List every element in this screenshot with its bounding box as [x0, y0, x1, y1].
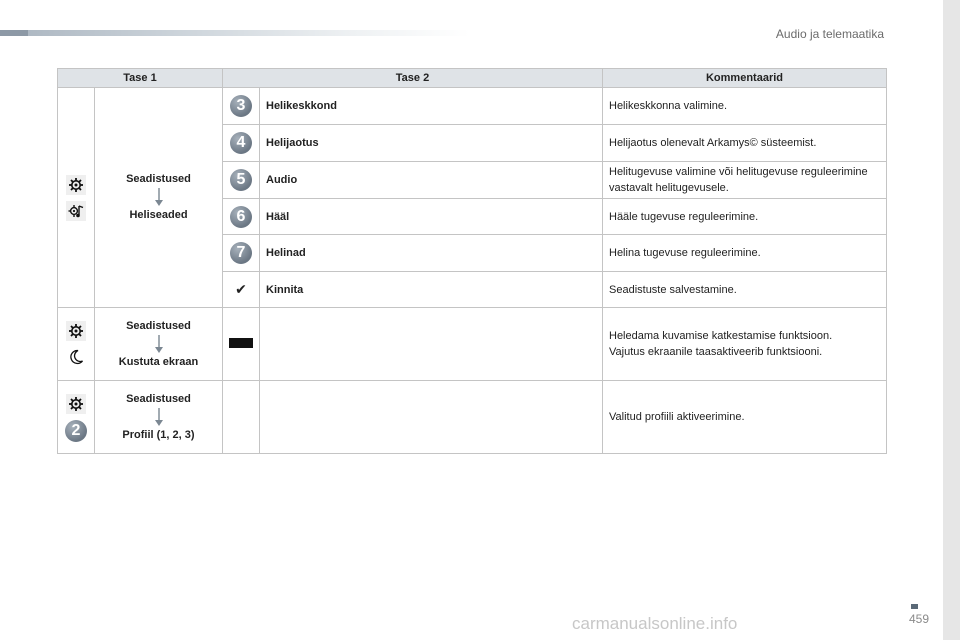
marker-badge-5: 5	[230, 169, 252, 191]
group2-level1	[95, 308, 223, 381]
page-number: 459	[908, 612, 929, 626]
comment-text	[603, 308, 887, 381]
page-marker	[911, 604, 918, 609]
marker-badge-3: 3	[230, 95, 252, 117]
group1-icons	[58, 88, 95, 308]
comment-line: Heledama kuvamise katkestamise funktsioon.	[609, 330, 833, 342]
screen-off-marker-icon	[229, 338, 253, 348]
comment-text: Helitugevuse valimine või helitugevuse reguleerimine vastavalt helitugevusele.	[603, 162, 887, 199]
level1-label-settings: Seadistused	[126, 392, 191, 405]
arrow-down-icon	[154, 335, 164, 354]
settings-gear-icon	[66, 321, 86, 341]
header-level1: Tase 1	[58, 69, 223, 88]
group3-icons	[58, 381, 95, 454]
marker-badge-4: 4	[230, 132, 252, 154]
marker-badge-6: 6	[230, 206, 252, 228]
level2-label: Audio	[260, 162, 603, 199]
comment-text: Seadistuste salvestamine.	[603, 272, 887, 308]
comment-text: Helina tugevuse reguleerimine.	[603, 235, 887, 272]
arrow-down-icon	[154, 408, 164, 427]
header-level2: Tase 2	[223, 69, 603, 88]
level1-label-settings: Seadistused	[126, 319, 191, 332]
section-title: Audio ja telemaatika	[775, 27, 884, 41]
settings-table	[57, 68, 887, 454]
comment-text: Helikeskkonna valimine.	[603, 88, 887, 125]
level1-label-settings: Seadistused	[126, 173, 191, 185]
table-row	[58, 308, 887, 381]
comment-text: Hääle tugevuse reguleerimine.	[603, 199, 887, 235]
watermark-text: carmanualsonline.info	[572, 614, 738, 633]
top-decorative-bar	[0, 30, 470, 36]
level1-label-sound: Heliseaded	[129, 209, 188, 221]
table-row	[58, 381, 887, 454]
level2-label: Hääl	[260, 199, 603, 235]
header-comments: Kommentaarid	[603, 69, 887, 88]
group1-level1	[95, 88, 223, 308]
level2-label: Helikeskkond	[260, 88, 603, 125]
table-row	[58, 88, 887, 125]
arrow-down-icon	[154, 188, 164, 207]
level1-label-screen-off: Kustuta ekraan	[118, 355, 199, 368]
comment-text: Valitud profiili aktiveerimine.	[603, 381, 887, 454]
settings-gear-icon	[66, 394, 86, 414]
moon-icon	[66, 347, 86, 367]
marker-badge-2: 2	[65, 420, 87, 442]
marker-badge-7: 7	[230, 242, 252, 264]
level2-label: Helinad	[260, 235, 603, 272]
checkmark-icon: ✔	[235, 281, 247, 297]
table-header-row	[58, 69, 887, 88]
comment-text: Helijaotus olenevalt Arkamys© süsteemist.	[603, 125, 887, 162]
level2-label: Helijaotus	[260, 125, 603, 162]
side-strip	[943, 0, 960, 640]
level1-label-profile: Profiil (1, 2, 3)	[122, 428, 195, 441]
group2-icons	[58, 308, 95, 381]
settings-gear-icon	[66, 175, 86, 195]
level2-label: Kinnita	[260, 272, 603, 308]
comment-line: Vajutus ekraanile taasaktiveerib funktsiooni.	[609, 346, 823, 358]
settings-sound-icon	[66, 201, 86, 221]
group3-level1	[95, 381, 223, 454]
